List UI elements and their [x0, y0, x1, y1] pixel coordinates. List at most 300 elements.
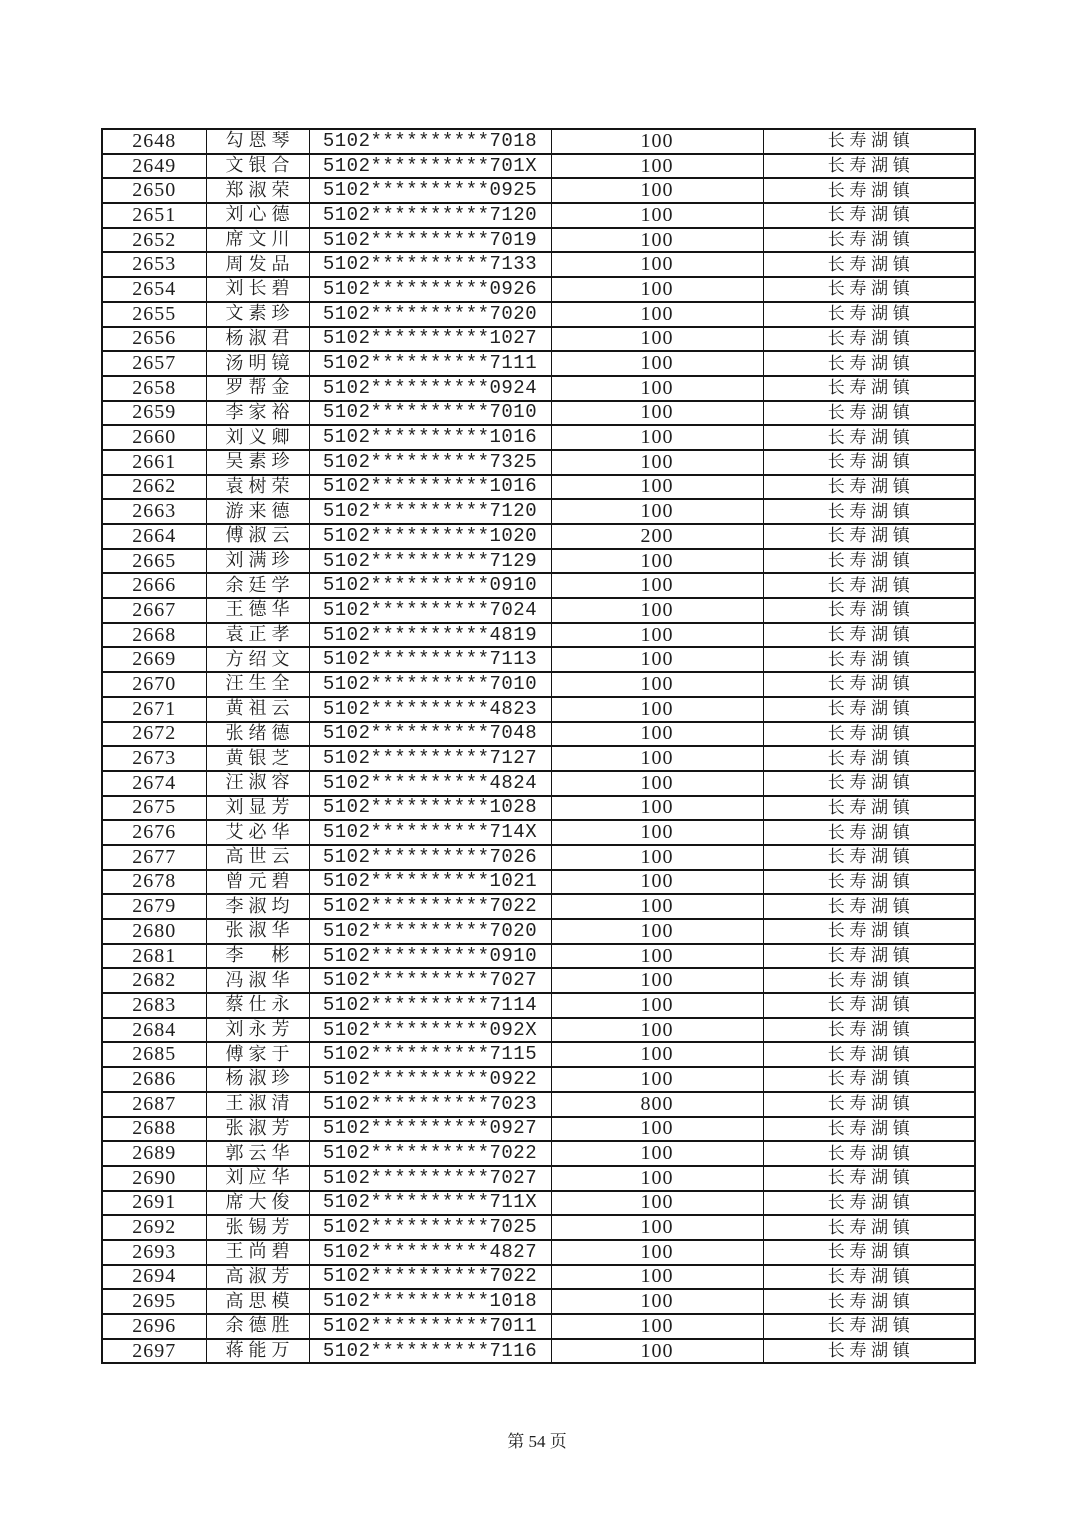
masked-id-number: 5102**********1016	[322, 475, 538, 498]
amount-cell	[551, 771, 763, 796]
name-cell	[206, 475, 309, 500]
name-cell	[206, 722, 309, 747]
id-cell	[309, 549, 551, 574]
town-cell	[763, 845, 975, 870]
masked-id-number: 5102**********0927	[322, 1117, 538, 1140]
serial-cell	[102, 524, 206, 549]
masked-id-number: 5102**********0910	[322, 944, 538, 967]
id-cell	[309, 746, 551, 771]
town-cell	[763, 475, 975, 500]
person-name: 高淑芳	[225, 1265, 290, 1286]
amount-value: 100	[640, 203, 674, 226]
serial-number: 2685	[132, 1043, 177, 1066]
serial-number: 2681	[132, 944, 177, 967]
town-cell	[763, 1166, 975, 1191]
amount-cell	[551, 475, 763, 500]
serial-cell	[102, 944, 206, 969]
amount-cell	[551, 1018, 763, 1043]
serial-cell	[102, 1191, 206, 1216]
amount-value: 100	[640, 574, 674, 597]
table-row	[102, 228, 975, 253]
town-name: 长寿湖镇	[827, 526, 910, 546]
serial-cell	[102, 820, 206, 845]
person-name: 高世云	[225, 846, 290, 867]
name-cell	[206, 672, 309, 697]
table-row	[102, 327, 975, 352]
masked-id-number: 5102**********7022	[322, 1142, 538, 1165]
town-cell	[763, 1240, 975, 1265]
serial-cell	[102, 845, 206, 870]
town-name: 长寿湖镇	[827, 501, 910, 521]
amount-cell	[551, 573, 763, 598]
serial-number: 2670	[132, 672, 177, 695]
name-cell	[206, 1215, 309, 1240]
name-cell	[206, 1314, 309, 1339]
id-cell	[309, 1166, 551, 1191]
serial-cell	[102, 1092, 206, 1117]
person-name: 郭云华	[225, 1142, 290, 1163]
masked-id-number: 5102**********4823	[322, 697, 538, 720]
table-row	[102, 1166, 975, 1191]
serial-cell	[102, 178, 206, 203]
serial-cell	[102, 425, 206, 450]
amount-value: 100	[640, 500, 674, 523]
table-row	[102, 672, 975, 697]
masked-id-number: 5102**********701X	[322, 154, 538, 177]
serial-number: 2662	[132, 475, 177, 498]
masked-id-number: 5102**********4819	[322, 623, 538, 646]
town-name: 长寿湖镇	[827, 921, 910, 941]
masked-id-number: 5102**********7026	[322, 845, 538, 868]
serial-cell	[102, 968, 206, 993]
serial-number: 2673	[132, 747, 177, 770]
name-cell	[206, 1067, 309, 1092]
masked-id-number: 5102**********1021	[322, 870, 538, 893]
id-cell	[309, 1067, 551, 1092]
name-cell	[206, 944, 309, 969]
town-name: 长寿湖镇	[827, 254, 910, 274]
amount-value: 100	[640, 1142, 674, 1165]
person-name: 袁正孝	[225, 624, 290, 645]
town-name: 长寿湖镇	[827, 970, 910, 990]
town-cell	[763, 870, 975, 895]
serial-cell	[102, 870, 206, 895]
amount-value: 100	[640, 623, 674, 646]
masked-id-number: 5102**********0924	[322, 376, 538, 399]
serial-cell	[102, 919, 206, 944]
table-row	[102, 845, 975, 870]
masked-id-number: 5102**********7120	[322, 203, 538, 226]
town-name: 长寿湖镇	[827, 600, 910, 620]
serial-number: 2687	[132, 1092, 177, 1115]
serial-cell	[102, 796, 206, 821]
town-cell	[763, 647, 975, 672]
serial-cell	[102, 1314, 206, 1339]
id-cell	[309, 944, 551, 969]
amount-cell	[551, 1141, 763, 1166]
masked-id-number: 5102**********7048	[322, 722, 538, 745]
person-name: 罗帮金	[225, 377, 290, 398]
person-name: 席大俊	[225, 1191, 290, 1212]
amount-value: 100	[640, 1240, 674, 1263]
serial-cell	[102, 154, 206, 179]
table-row	[102, 796, 975, 821]
payment-roster-table	[101, 128, 976, 1364]
serial-number: 2695	[132, 1290, 177, 1313]
person-name: 张淑华	[225, 920, 290, 941]
serial-number: 2675	[132, 796, 177, 819]
amount-cell	[551, 845, 763, 870]
amount-value: 100	[640, 1191, 674, 1214]
town-cell	[763, 1117, 975, 1142]
id-cell	[309, 1215, 551, 1240]
masked-id-number: 5102**********7111	[322, 352, 538, 375]
person-name: 蒋能万	[225, 1340, 290, 1361]
town-name: 长寿湖镇	[827, 1192, 910, 1212]
id-cell	[309, 573, 551, 598]
table-row	[102, 277, 975, 302]
amount-value: 100	[640, 1314, 674, 1337]
serial-cell	[102, 1117, 206, 1142]
amount-cell	[551, 1117, 763, 1142]
name-cell	[206, 1191, 309, 1216]
serial-cell	[102, 993, 206, 1018]
amount-value: 100	[640, 1290, 674, 1313]
amount-value: 100	[640, 277, 674, 300]
id-cell	[309, 228, 551, 253]
id-cell	[309, 647, 551, 672]
table-row	[102, 697, 975, 722]
amount-value: 100	[640, 1339, 674, 1362]
serial-cell	[102, 573, 206, 598]
town-cell	[763, 944, 975, 969]
person-name: 刘长碧	[225, 278, 290, 299]
masked-id-number: 5102**********1028	[322, 796, 538, 819]
name-cell	[206, 302, 309, 327]
serial-number: 2649	[132, 154, 177, 177]
amount-value: 100	[640, 969, 674, 992]
person-name: 文素珍	[225, 303, 290, 324]
person-name: 袁树荣	[225, 475, 290, 496]
amount-value: 100	[640, 426, 674, 449]
serial-number: 2668	[132, 623, 177, 646]
serial-number: 2656	[132, 327, 177, 350]
amount-value: 100	[640, 672, 674, 695]
town-name: 长寿湖镇	[827, 551, 910, 571]
serial-cell	[102, 771, 206, 796]
id-cell	[309, 129, 551, 154]
town-name: 长寿湖镇	[827, 279, 910, 299]
serial-number: 2693	[132, 1240, 177, 1263]
town-name: 长寿湖镇	[827, 847, 910, 867]
town-cell	[763, 450, 975, 475]
table-row	[102, 302, 975, 327]
serial-cell	[102, 1042, 206, 1067]
name-cell	[206, 1141, 309, 1166]
serial-cell	[102, 203, 206, 228]
serial-cell	[102, 1018, 206, 1043]
id-cell	[309, 894, 551, 919]
serial-number: 2648	[132, 129, 177, 152]
amount-value: 100	[640, 919, 674, 942]
serial-cell	[102, 1215, 206, 1240]
name-cell	[206, 549, 309, 574]
name-cell	[206, 623, 309, 648]
id-cell	[309, 919, 551, 944]
town-name: 长寿湖镇	[827, 304, 910, 324]
masked-id-number: 5102**********1016	[322, 426, 538, 449]
table-row	[102, 1215, 975, 1240]
id-cell	[309, 178, 551, 203]
serial-cell	[102, 647, 206, 672]
serial-number: 2664	[132, 524, 177, 547]
town-cell	[763, 697, 975, 722]
id-cell	[309, 1191, 551, 1216]
name-cell	[206, 228, 309, 253]
amount-value: 100	[640, 1067, 674, 1090]
town-cell	[763, 820, 975, 845]
amount-cell	[551, 401, 763, 426]
serial-number: 2674	[132, 771, 177, 794]
amount-value: 100	[640, 401, 674, 424]
amount-cell	[551, 277, 763, 302]
id-cell	[309, 623, 551, 648]
name-cell	[206, 376, 309, 401]
table-row	[102, 771, 975, 796]
masked-id-number: 5102**********7114	[322, 993, 538, 1016]
amount-cell	[551, 524, 763, 549]
table-row	[102, 919, 975, 944]
name-cell	[206, 1240, 309, 1265]
table-row	[102, 944, 975, 969]
amount-value: 100	[640, 450, 674, 473]
town-name: 长寿湖镇	[827, 896, 910, 916]
amount-cell	[551, 1240, 763, 1265]
masked-id-number: 5102**********7115	[322, 1043, 538, 1066]
amount-cell	[551, 499, 763, 524]
person-name: 曾元碧	[225, 870, 290, 891]
person-name: 勾恩琴	[225, 130, 290, 151]
roster-table-body	[102, 129, 975, 1363]
person-name: 张锡芳	[225, 1216, 290, 1237]
table-row	[102, 1018, 975, 1043]
amount-cell	[551, 746, 763, 771]
masked-id-number: 5102**********7027	[322, 969, 538, 992]
person-name: 汪淑容	[225, 772, 290, 793]
masked-id-number: 5102**********7023	[322, 1092, 538, 1115]
town-name: 长寿湖镇	[827, 1069, 910, 1089]
amount-value: 800	[640, 1092, 674, 1115]
person-name: 王德华	[225, 599, 290, 620]
amount-cell	[551, 968, 763, 993]
town-cell	[763, 746, 975, 771]
table-row	[102, 746, 975, 771]
masked-id-number: 5102**********7022	[322, 1265, 538, 1288]
id-cell	[309, 870, 551, 895]
serial-cell	[102, 351, 206, 376]
masked-id-number: 5102**********1027	[322, 327, 538, 350]
amount-value: 100	[640, 475, 674, 498]
town-name: 长寿湖镇	[827, 1291, 910, 1311]
serial-number: 2676	[132, 821, 177, 844]
masked-id-number: 5102**********7020	[322, 919, 538, 942]
amount-value: 100	[640, 376, 674, 399]
name-cell	[206, 1117, 309, 1142]
person-name: 刘永芳	[225, 1019, 290, 1040]
table-row	[102, 401, 975, 426]
serial-number: 2650	[132, 179, 177, 202]
town-cell	[763, 573, 975, 598]
town-name: 长寿湖镇	[827, 1316, 910, 1336]
amount-cell	[551, 1215, 763, 1240]
serial-cell	[102, 697, 206, 722]
amount-value: 100	[640, 1216, 674, 1239]
name-cell	[206, 573, 309, 598]
town-cell	[763, 228, 975, 253]
town-cell	[763, 1289, 975, 1314]
id-cell	[309, 425, 551, 450]
id-cell	[309, 598, 551, 623]
amount-cell	[551, 327, 763, 352]
name-cell	[206, 894, 309, 919]
amount-value: 100	[640, 648, 674, 671]
town-cell	[763, 796, 975, 821]
town-name: 长寿湖镇	[827, 822, 910, 842]
masked-id-number: 5102**********7133	[322, 253, 538, 276]
name-cell	[206, 1289, 309, 1314]
serial-number: 2653	[132, 253, 177, 276]
masked-id-number: 5102**********711X	[322, 1191, 538, 1214]
serial-cell	[102, 1240, 206, 1265]
table-row	[102, 623, 975, 648]
amount-value: 100	[640, 747, 674, 770]
town-name: 长寿湖镇	[827, 1118, 910, 1138]
town-cell	[763, 1018, 975, 1043]
person-name: 张淑芳	[225, 1117, 290, 1138]
masked-id-number: 5102**********7113	[322, 648, 538, 671]
name-cell	[206, 647, 309, 672]
name-cell	[206, 178, 309, 203]
serial-number: 2692	[132, 1216, 177, 1239]
amount-value: 100	[640, 821, 674, 844]
town-name: 长寿湖镇	[827, 773, 910, 793]
town-name: 长寿湖镇	[827, 230, 910, 250]
serial-cell	[102, 623, 206, 648]
table-row	[102, 1314, 975, 1339]
person-name: 席文川	[225, 229, 290, 250]
amount-value: 100	[640, 228, 674, 251]
serial-cell	[102, 228, 206, 253]
masked-id-number: 5102**********1018	[322, 1290, 538, 1313]
town-name: 长寿湖镇	[827, 946, 910, 966]
masked-id-number: 5102**********7325	[322, 450, 538, 473]
serial-cell	[102, 252, 206, 277]
amount-cell	[551, 672, 763, 697]
person-name: 黄祖云	[225, 698, 290, 719]
person-name: 刘满珍	[225, 550, 290, 571]
id-cell	[309, 401, 551, 426]
serial-number: 2677	[132, 845, 177, 868]
serial-cell	[102, 499, 206, 524]
page-number: 第 54 页	[507, 1432, 567, 1451]
serial-number: 2661	[132, 450, 177, 473]
name-cell	[206, 252, 309, 277]
town-name: 长寿湖镇	[827, 871, 910, 891]
id-cell	[309, 845, 551, 870]
town-cell	[763, 549, 975, 574]
id-cell	[309, 475, 551, 500]
amount-value: 100	[640, 1117, 674, 1140]
table-row	[102, 154, 975, 179]
id-cell	[309, 203, 551, 228]
town-cell	[763, 1067, 975, 1092]
masked-id-number: 5102**********4827	[322, 1240, 538, 1263]
name-cell	[206, 870, 309, 895]
serial-number: 2669	[132, 648, 177, 671]
town-name: 长寿湖镇	[827, 575, 910, 595]
serial-number: 2654	[132, 277, 177, 300]
id-cell	[309, 1339, 551, 1364]
person-name: 周发品	[225, 253, 290, 274]
person-name: 张绪德	[225, 722, 290, 743]
amount-value: 100	[640, 179, 674, 202]
serial-number: 2659	[132, 401, 177, 424]
name-cell	[206, 277, 309, 302]
amount-cell	[551, 870, 763, 895]
serial-number: 2666	[132, 574, 177, 597]
serial-cell	[102, 1289, 206, 1314]
person-name: 郑淑荣	[225, 179, 290, 200]
masked-id-number: 5102**********0910	[322, 574, 538, 597]
serial-number: 2655	[132, 302, 177, 325]
amount-cell	[551, 228, 763, 253]
person-name: 高思模	[225, 1290, 290, 1311]
amount-cell	[551, 129, 763, 154]
table-row	[102, 1117, 975, 1142]
amount-cell	[551, 351, 763, 376]
id-cell	[309, 524, 551, 549]
amount-cell	[551, 623, 763, 648]
town-name: 长寿湖镇	[827, 995, 910, 1015]
serial-cell	[102, 401, 206, 426]
serial-number: 2651	[132, 203, 177, 226]
amount-cell	[551, 1042, 763, 1067]
serial-number: 2660	[132, 426, 177, 449]
person-name: 李淑均	[225, 895, 290, 916]
name-cell	[206, 129, 309, 154]
serial-cell	[102, 598, 206, 623]
amount-value: 100	[640, 154, 674, 177]
town-cell	[763, 1215, 975, 1240]
town-name: 长寿湖镇	[827, 131, 910, 151]
serial-number: 2697	[132, 1339, 177, 1362]
serial-number: 2672	[132, 722, 177, 745]
town-name: 长寿湖镇	[827, 205, 910, 225]
person-name: 汤明镜	[225, 352, 290, 373]
table-row	[102, 598, 975, 623]
serial-cell	[102, 1166, 206, 1191]
table-row	[102, 1265, 975, 1290]
amount-cell	[551, 1339, 763, 1364]
serial-cell	[102, 302, 206, 327]
name-cell	[206, 1018, 309, 1043]
town-name: 长寿湖镇	[827, 156, 910, 176]
town-name: 长寿湖镇	[827, 1044, 910, 1064]
town-cell	[763, 302, 975, 327]
id-cell	[309, 968, 551, 993]
person-name: 王尚碧	[225, 1241, 290, 1262]
serial-number: 2696	[132, 1314, 177, 1337]
